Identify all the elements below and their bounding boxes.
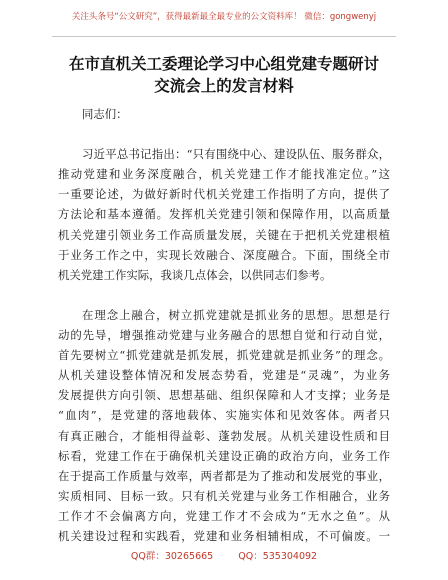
paragraph-line: 发展提供方向引领、思想基础、组织保障和人才支撑；业务是 — [58, 388, 390, 403]
paragraph-line: “血肉”，是党建的落地载体、实施实体和见效客体。两者只 — [58, 408, 390, 423]
paragraph-line: 实质相同、目标一致。只有机关党建与业务工作相融合，业务 — [58, 488, 390, 503]
paragraph-line: 标看，党建工作在于确保机关建设正确的政治方向，业务工作 — [58, 448, 390, 463]
greeting: 同志们： — [82, 107, 128, 121]
paragraph-line: 习近平总书记指出：“只有围绕中心、建设队伍、服务群众， — [82, 147, 390, 162]
paragraph-line: 一重要论述，为做好新时代机关党建工作指明了方向，提供了 — [58, 187, 390, 202]
footer-qq-group: QQ群：30265665 — [130, 551, 214, 562]
header-note: 关注头条号“公文研究”，获得最新最全最专业的公文资料库！ 微信：gongwenyj — [71, 12, 377, 22]
paragraph-line: 方法论和基本遵循。发挥机关党建引领和保障作用，以高质量 — [58, 207, 390, 222]
header-divider — [52, 36, 396, 37]
document-body — [58, 104, 390, 546]
paragraph-2 — [58, 305, 390, 546]
paragraph-line: 机关党建引领业务工作高质量发展，关键在于把机关党建根植 — [58, 227, 390, 242]
paragraph-line: 从机关建设整体情况和发展态势看，党建是“灵魂”，为业务 — [58, 368, 390, 383]
paragraph-line: 动的先导，增强推动党建与业务融合的思想自觉和行动自觉， — [58, 328, 390, 343]
document-title — [52, 53, 396, 97]
title-line-2: 交流会上的发言材料 — [154, 77, 294, 95]
paragraph-1 — [58, 144, 390, 285]
paragraph-line: 机关党建工作实际，我谈几点体会，以供同志们参考。 — [58, 267, 332, 282]
paragraph-line: 于业务工作之中，实现长效融合、深度融合。下面，围绕全市 — [58, 247, 390, 262]
paragraph-line: 机关建设过程和实践看，党建和业务相辅相成，不可偏废。一 — [58, 528, 390, 543]
paragraph-line: 首先要树立“抓党建就是抓发展，抓党建就是抓业务”的理念。 — [58, 348, 390, 363]
paragraph-line: 在于提高工作质量与效率，两者都是为了推动和发展党的事业， — [58, 468, 390, 483]
paragraph-line: 在理念上融合，树立抓党建就是抓业务的思想。思想是行 — [82, 307, 390, 322]
paragraph-line: 推动党建和业务深度融合，机关党建工作才能找准定位。”这 — [58, 167, 390, 182]
paragraph-line: 有真正融合，才能相得益彰、蓬勃发展。从机关建设性质和目 — [58, 428, 390, 443]
footer-contact — [0, 548, 448, 562]
footer-qq-number: QQ：535304092 — [238, 551, 318, 562]
paragraph-line: 工作才不会偏离方向，党建工作才不会成为“无水之鱼”。从 — [58, 508, 390, 523]
title-line-1: 在市直机关工委理论学习中心组党建专题研讨 — [68, 55, 379, 73]
